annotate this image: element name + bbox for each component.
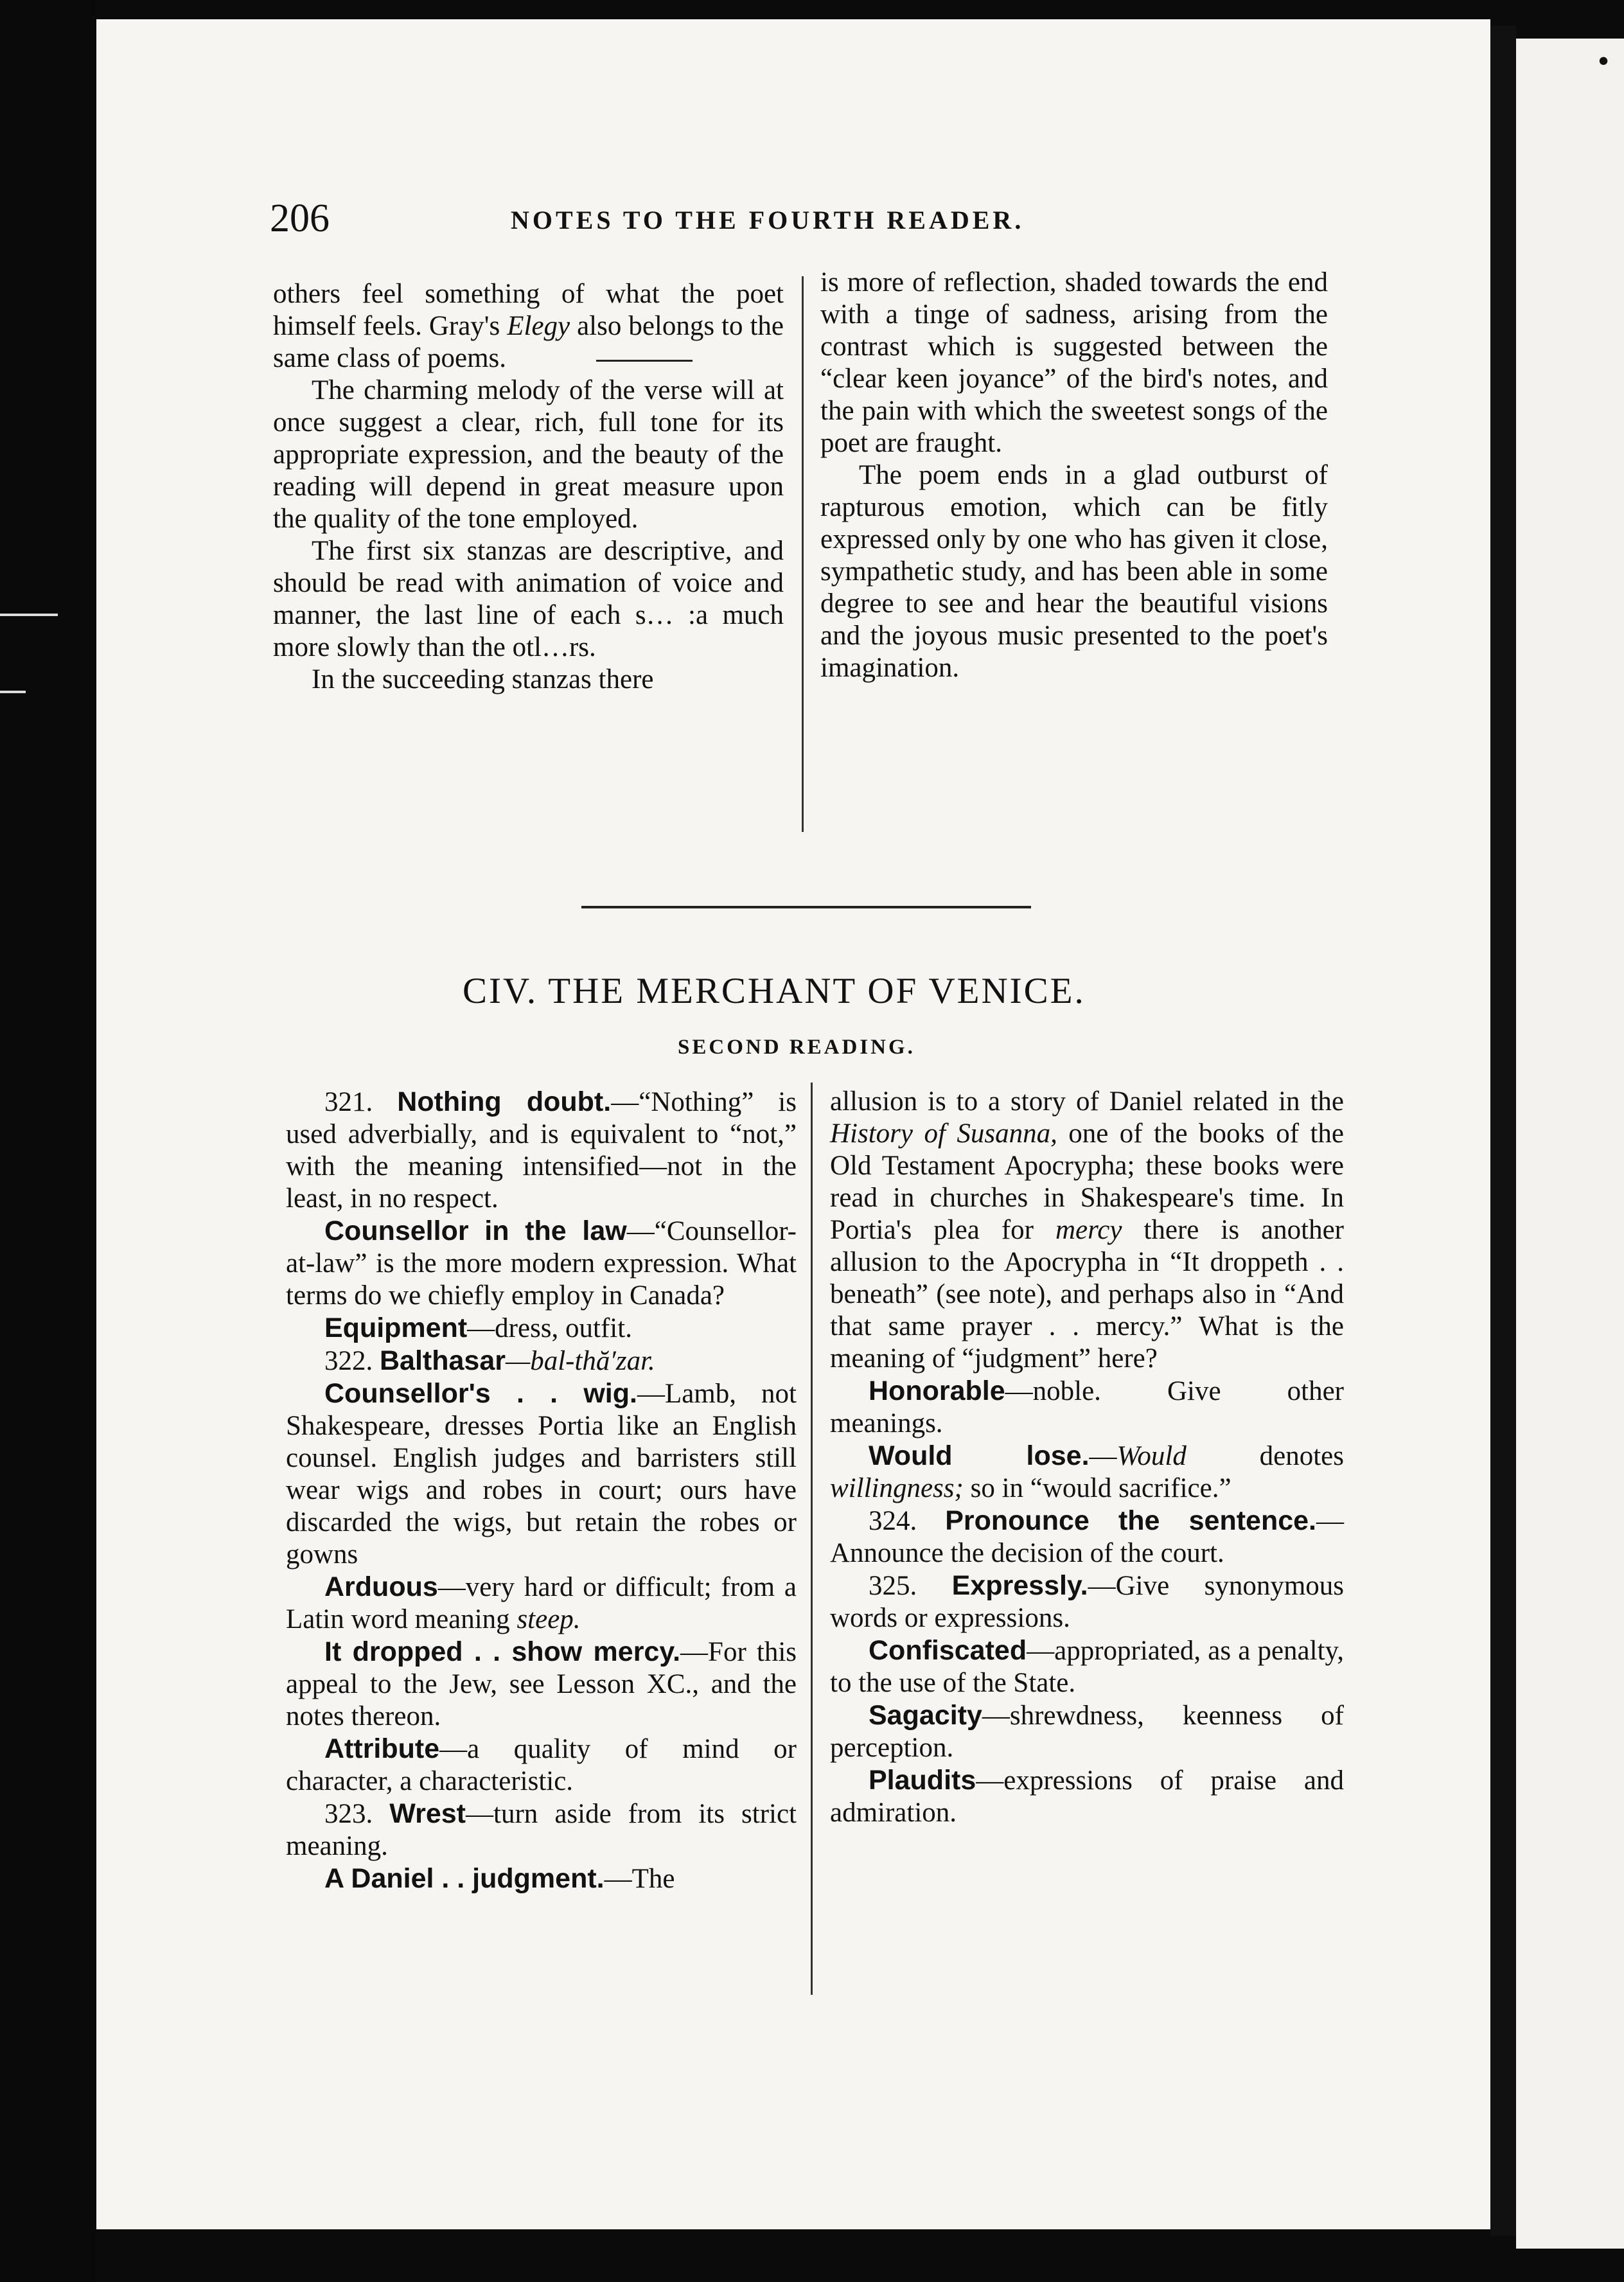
- paragraph: others feel something of what the poet himself feels. Gray's Elegy also belongs to the same class of poems.: [273, 279, 784, 373]
- note-entry: Would lose.—Would denotes willingness; so in “would sacrifice.”: [830, 1440, 1344, 1503]
- book-gutter: [1490, 26, 1516, 2236]
- note-entry: It dropped . . show mercy.—For this appeal to the Jew, see Lesson XC., and the notes thereon.: [286, 1636, 797, 1731]
- note-entry: Equipment—dress, outfit.: [324, 1313, 632, 1343]
- page-number: 206: [270, 197, 330, 240]
- note-entry: Honorable—noble. Give other meanings.: [830, 1375, 1344, 1438]
- note-entry: Arduous—very hard or difficult; from a Latin word meaning steep.: [286, 1571, 797, 1634]
- short-rule: [596, 360, 693, 362]
- top-left-column: [273, 278, 784, 696]
- top-right-column: [820, 267, 1328, 684]
- bottom-right-column: [830, 1086, 1344, 1829]
- note-entry: 324. Pronounce the sentence.—Announce the decision of the court.: [830, 1505, 1344, 1568]
- bottom-left-column: [286, 1086, 797, 1895]
- note-entry: 323. Wrest—turn aside from its strict meaning.: [286, 1798, 797, 1861]
- paragraph: is more of reflection, shaded towards the end with a tinge of sadness, arising from the contrast which is suggested between the “clear keen joyance” of the bird's notes, and the pain with which the sweetest songs of the poet are fraught.: [820, 267, 1328, 458]
- paragraph: The charming melody of the verse will at once suggest a clear, rich, full tone for its appropriate expression, and the beauty of the reading will depend in great measure upon the quality of the tone employed.: [273, 375, 784, 534]
- note-entry: Confiscated—appropriated, as a penalty, to the use of the State.: [830, 1635, 1344, 1698]
- paragraph: The poem ends in a glad outburst of rapturous emotion, which can be fitly expressed only by one who has given it close, sympathetic study, and has been able in some degree to see and hear the beautiful visions and the joyous music presented to the poet's imagination.: [820, 460, 1328, 683]
- note-entry: 321. Nothing doubt.—“Nothing” is used adverbially, and is equivalent to “not,” with the meaning intensified—not in the least, in no respect.: [286, 1086, 797, 1214]
- facing-page-mark: •: [1598, 44, 1609, 77]
- paragraph: The first six stanzas are descriptive, and should be read with animation of voice and manner, the last line of each s… :a much more slowly than the otl…rs.: [273, 536, 784, 662]
- paragraph: In the succeeding stanzas there: [312, 664, 654, 694]
- note-entry: allusion is to a story of Daniel related in the History of Susanna, one of the books of the Old Testament Apocrypha; these books were read in churches in Shakespeare's time. In Portia's plea for mercy there is another allusion to the Apocrypha in “It droppeth . . beneath” (see note), and perhaps also in “And that same prayer . . mercy.” What is the meaning of “judgment” here?: [830, 1086, 1344, 1374]
- note-entry: 322. Balthasar—bal-thă′zar.: [324, 1345, 655, 1376]
- section-subtitle: SECOND READING.: [678, 1036, 915, 1059]
- note-entry: Attribute—a quality of mind or character, a characteristic.: [286, 1733, 797, 1796]
- note-entry: Counsellor's . . wig.—Lamb, not Shakespeare, dresses Portia like an English counsel. English judges and barristers still wear wigs and robes in court; ours have discarded the wigs, but retain the robes or gowns: [286, 1378, 797, 1570]
- left-page-edge: [0, 0, 96, 2282]
- column-divider: [802, 276, 804, 832]
- page-header: [270, 196, 1105, 241]
- note-entry: Counsellor in the law—“Counsellor-at-law” is the more modern expression. What terms do we chiefly employ in Canada?: [286, 1216, 797, 1311]
- note-entry: Sagacity—shrewdness, keenness of perception.: [830, 1700, 1344, 1763]
- running-head: NOTES TO THE FOURTH READER.: [511, 206, 1025, 234]
- facing-page-edge: [1516, 39, 1624, 2249]
- note-entry: A Daniel . . judgment.—The: [324, 1863, 675, 1894]
- section-title: CIV. THE MERCHANT OF VENICE.: [463, 971, 1086, 1011]
- note-entry: Plaudits—expressions of praise and admiration.: [830, 1765, 1344, 1828]
- elegy-title: Elegy: [507, 311, 570, 341]
- section-divider: [581, 906, 1031, 908]
- edge-mark: [0, 614, 58, 616]
- column-divider: [811, 1083, 813, 1995]
- edge-mark: [0, 691, 26, 693]
- note-entry: 325. Expressly.—Give synonymous words or expressions.: [830, 1570, 1344, 1633]
